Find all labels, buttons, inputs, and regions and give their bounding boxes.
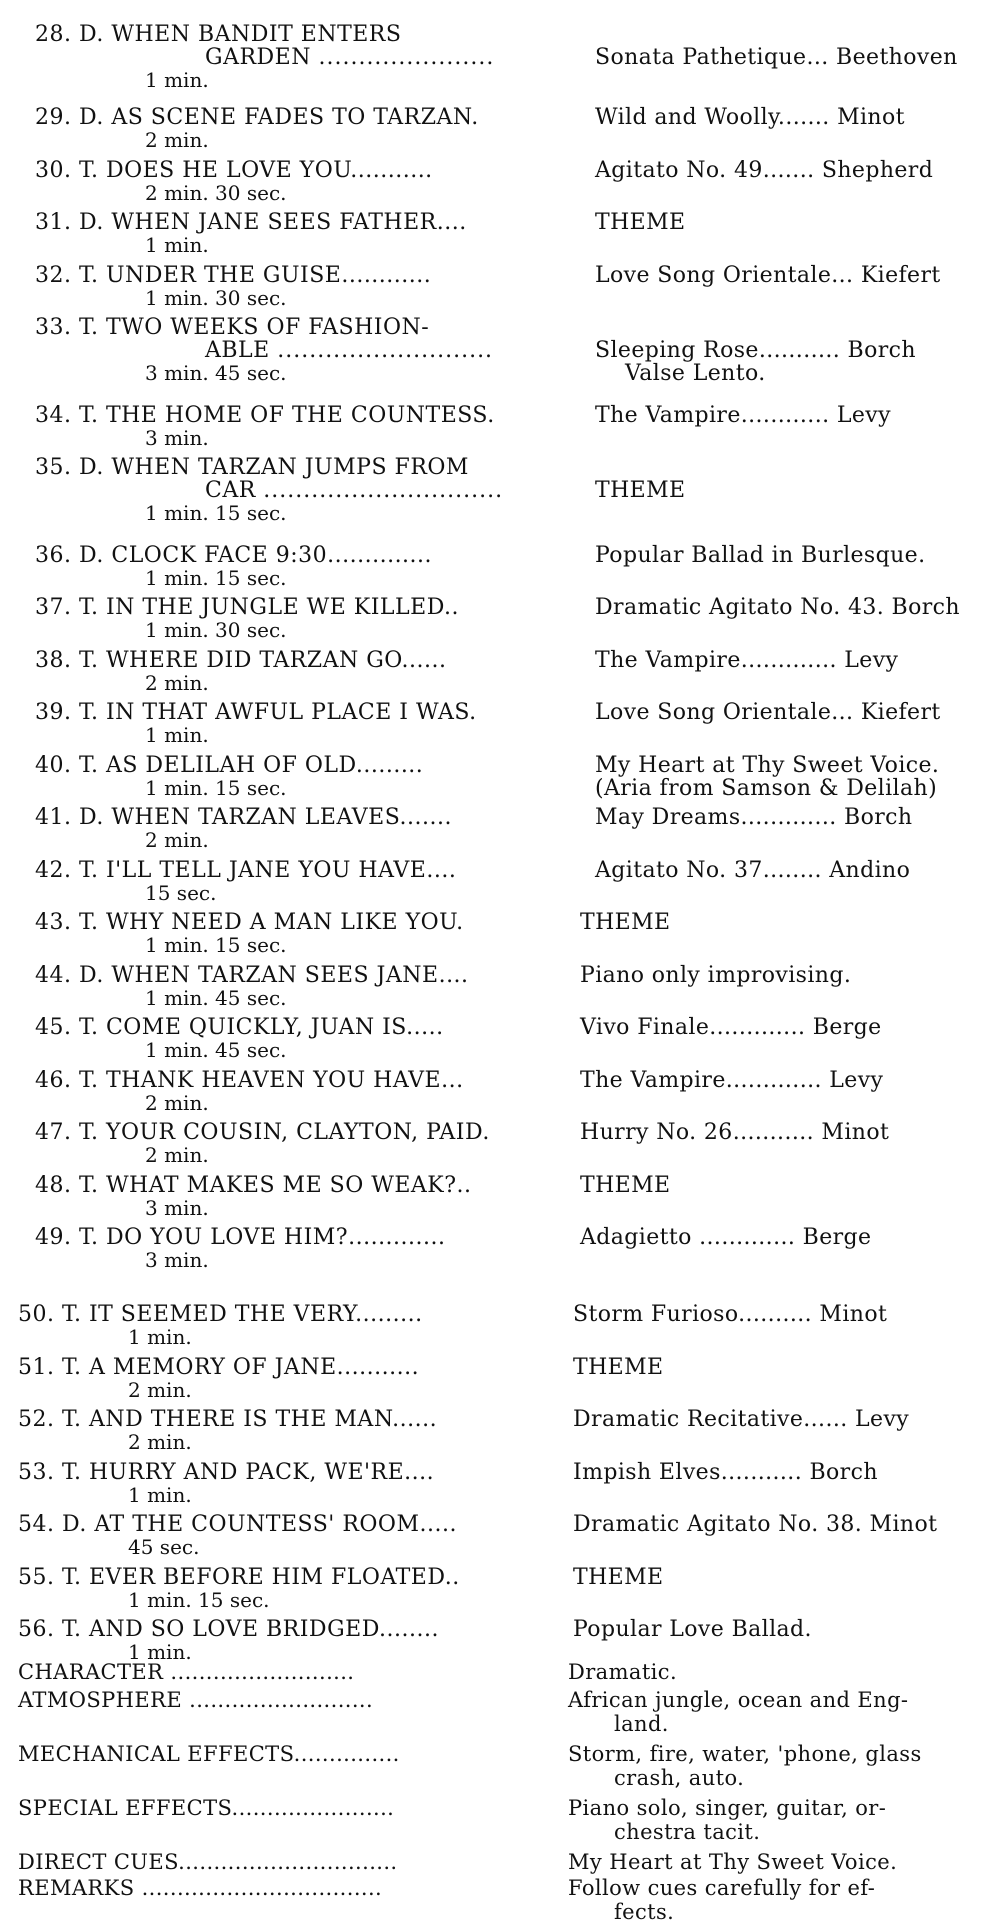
cue-type: T. (79, 263, 99, 288)
cue-row (0, 753, 1008, 813)
cue-number: 38. (35, 648, 72, 673)
cue-title-text: WHEN BANDIT ENTERS (111, 22, 402, 47)
cue-music: THEME (580, 910, 671, 935)
summary-key: DIRECT CUES............................... (18, 1850, 398, 1874)
cue-type: T. (79, 858, 99, 883)
cue-row (0, 543, 1008, 603)
cue-music: Agitato No. 37........ Andino (595, 858, 911, 883)
cue-duration: 3 min. (145, 1196, 209, 1220)
cue-number: 30. (35, 158, 72, 183)
cue-row (0, 1512, 1008, 1572)
cue-duration: 2 min. (145, 1143, 209, 1167)
cue-number: 41. (35, 805, 72, 830)
cue-music: Dramatic Agitato No. 38. Minot (573, 1512, 938, 1537)
cue-number: 28. (35, 22, 72, 47)
cue-title-line2: CAR (205, 478, 256, 503)
cue-row (0, 403, 1008, 463)
cue-title (35, 805, 452, 830)
summary-key: REMARKS .................................. (18, 1876, 383, 1900)
cue-number: 47. (35, 1120, 72, 1145)
cue-number: 29. (35, 105, 72, 130)
cue-title (35, 263, 431, 288)
cue-type: T. (62, 1565, 82, 1590)
cue-title-text: WHEN TARZAN SEES JANE.... (111, 963, 469, 988)
cue-title-text: EVER BEFORE HIM FLOATED.. (88, 1565, 460, 1590)
cue-title (35, 105, 479, 130)
cue-music: Sleeping Rose........... Borch (595, 338, 916, 363)
summary-value: Piano solo, singer, guitar, or- (568, 1796, 887, 1820)
cue-title-text: WHERE DID TARZAN GO...... (105, 648, 447, 673)
cue-title-text: COME QUICKLY, JUAN IS..... (105, 1015, 444, 1040)
cue-type: T. (62, 1302, 82, 1327)
cue-leader-dots: ........................... (277, 338, 494, 363)
cue-duration: 2 min. (145, 128, 209, 152)
cue-row (0, 648, 1008, 708)
summary-value: Storm, fire, water, 'phone, glass (568, 1742, 922, 1766)
cue-row (0, 1460, 1008, 1520)
cue-duration: 1 min. (128, 1325, 192, 1349)
cue-title-text: IT SEEMED THE VERY......... (88, 1302, 423, 1327)
cue-title (18, 1512, 457, 1537)
cue-title (18, 1355, 419, 1380)
cue-title-text: WHAT MAKES ME SO WEAK?.. (105, 1173, 472, 1198)
cue-duration: 1 min. 15 sec. (128, 1588, 270, 1612)
cue-duration: 1 min. (128, 1483, 192, 1507)
cue-duration: 1 min. 45 sec. (145, 986, 287, 1010)
cue-music: Sonata Pathetique... Beethoven (595, 45, 958, 70)
cue-number: 55. (18, 1565, 55, 1590)
cue-music: Impish Elves........... Borch (573, 1460, 878, 1485)
cue-title (35, 910, 464, 935)
cue-type: D. (79, 210, 104, 235)
cue-number: 32. (35, 263, 72, 288)
cue-type: T. (79, 403, 99, 428)
summary-value-continuation: crash, auto. (614, 1766, 745, 1790)
cue-title-text: HURRY AND PACK, WE'RE.... (88, 1460, 435, 1485)
cue-title (35, 210, 467, 235)
cue-title-line2: GARDEN (205, 45, 311, 70)
cue-row (0, 1015, 1008, 1075)
cue-title (18, 1302, 423, 1327)
cue-row (0, 315, 1008, 386)
cue-row (0, 858, 1008, 918)
cue-duration: 2 min. (145, 1091, 209, 1115)
cue-title (35, 1173, 472, 1198)
cue-music: Storm Furioso.......... Minot (573, 1302, 888, 1327)
cue-title (35, 158, 433, 183)
cue-title-text: IN THAT AWFUL PLACE I WAS. (105, 700, 477, 725)
cue-music-note: Valse Lento. (625, 361, 766, 386)
cue-row (0, 1173, 1008, 1233)
cue-duration: 1 min. (145, 233, 209, 257)
cue-type: T. (79, 1068, 99, 1093)
cue-title (35, 455, 469, 480)
cue-title (35, 595, 459, 620)
cue-title-text: DO YOU LOVE HIM?............. (105, 1225, 446, 1250)
cue-title-text: I'LL TELL JANE YOU HAVE.... (105, 858, 457, 883)
cue-duration: 3 min. 45 sec. (145, 361, 287, 385)
cue-row (0, 805, 1008, 865)
cue-music: THEME (595, 210, 686, 235)
cue-title-text: THE HOME OF THE COUNTESS. (105, 403, 495, 428)
cue-duration: 3 min. (145, 426, 209, 450)
cue-title-line2: ABLE (205, 338, 270, 363)
cue-music: Love Song Orientale... Kiefert (595, 700, 941, 725)
cue-row (0, 1565, 1008, 1625)
cue-type: T. (79, 315, 99, 340)
cue-number: 53. (18, 1460, 55, 1485)
cue-music: The Vampire............. Levy (595, 648, 899, 673)
cue-row (0, 1355, 1008, 1415)
cue-row (0, 1302, 1008, 1362)
cue-title (35, 543, 432, 568)
cue-title (35, 1225, 446, 1250)
cue-music-note: (Aria from Samson & Delilah) (595, 776, 938, 801)
cue-title (35, 1120, 490, 1145)
cue-title (35, 648, 447, 673)
cue-music: Hurry No. 26........... Minot (580, 1120, 890, 1145)
cue-title-continuation (205, 478, 503, 503)
summary-key: SPECIAL EFFECTS....................... (18, 1796, 395, 1820)
cue-row (0, 910, 1008, 970)
cue-type: T. (79, 1225, 99, 1250)
cue-duration: 1 min. (145, 723, 209, 747)
cue-number: 35. (35, 455, 72, 480)
cue-music: Popular Love Ballad. (573, 1617, 812, 1642)
cue-title-text: CLOCK FACE 9:30.............. (111, 543, 433, 568)
summary-value-continuation: land. (614, 1712, 669, 1736)
cue-title-continuation (205, 45, 494, 70)
cue-number: 40. (35, 753, 72, 778)
cue-number: 49. (35, 1225, 72, 1250)
cue-title (18, 1460, 434, 1485)
cue-duration: 2 min. (145, 828, 209, 852)
cue-title-text: AND THERE IS THE MAN...... (88, 1407, 438, 1432)
cue-duration: 1 min. 30 sec. (145, 286, 287, 310)
cue-title (35, 403, 495, 428)
cue-title (35, 753, 423, 778)
cue-duration: 45 sec. (128, 1535, 200, 1559)
cue-number: 43. (35, 910, 72, 935)
cue-duration: 2 min. (145, 671, 209, 695)
cue-music: THEME (595, 478, 686, 503)
cue-title-text: DOES HE LOVE YOU........... (105, 158, 433, 183)
summary-value-continuation: chestra tacit. (614, 1820, 761, 1844)
cue-row (0, 1407, 1008, 1467)
cue-title-text: WHEN TARZAN LEAVES....... (111, 805, 452, 830)
cue-type: T. (79, 1015, 99, 1040)
cue-type: D. (62, 1512, 87, 1537)
cue-type: D. (79, 22, 104, 47)
summary-key: MECHANICAL EFFECTS............... (18, 1742, 400, 1766)
cue-title (35, 1015, 444, 1040)
cue-title-text: AT THE COUNTESS' ROOM..... (94, 1512, 457, 1537)
cue-music: Piano only improvising. (580, 963, 852, 988)
cue-row (0, 1225, 1008, 1285)
cue-row (0, 210, 1008, 270)
cue-title-text: UNDER THE GUISE............ (105, 263, 432, 288)
cue-music: THEME (573, 1355, 664, 1380)
cue-row (0, 1120, 1008, 1180)
cue-duration: 2 min. 30 sec. (145, 181, 287, 205)
cue-title (35, 700, 477, 725)
cue-number: 51. (18, 1355, 55, 1380)
cue-type: D. (79, 805, 104, 830)
cue-music: Love Song Orientale... Kiefert (595, 263, 941, 288)
cue-row (0, 963, 1008, 1023)
cue-music: Dramatic Agitato No. 43. Borch (595, 595, 960, 620)
summary-value: Dramatic. (568, 1660, 678, 1684)
cue-title-continuation (205, 338, 493, 363)
cue-title-text: WHY NEED A MAN LIKE YOU. (105, 910, 464, 935)
cue-number: 44. (35, 963, 72, 988)
cue-number: 31. (35, 210, 72, 235)
cue-title-text: WHEN JANE SEES FATHER.... (111, 210, 467, 235)
cue-row (0, 105, 1008, 165)
cue-title-text: YOUR COUSIN, CLAYTON, PAID. (105, 1120, 490, 1145)
cue-title (35, 858, 456, 883)
cue-duration: 1 min. 15 sec. (145, 776, 287, 800)
cue-type: D. (79, 455, 104, 480)
cue-title-text: WHEN TARZAN JUMPS FROM (111, 455, 469, 480)
cue-type: D. (79, 963, 104, 988)
cue-number: 46. (35, 1068, 72, 1093)
cue-music: THEME (580, 1173, 671, 1198)
cue-music: Popular Ballad in Burlesque. (595, 543, 926, 568)
cue-duration: 1 min. 15 sec. (145, 566, 287, 590)
summary-key: ATMOSPHERE .......................... (18, 1688, 374, 1712)
cue-row (0, 700, 1008, 760)
cue-title-text: AS SCENE FADES TO TARZAN. (111, 105, 479, 130)
cue-duration: 2 min. (128, 1378, 192, 1402)
cue-row (0, 22, 1008, 92)
cue-title-text: AND SO LOVE BRIDGED........ (88, 1617, 440, 1642)
cue-music: The Vampire............ Levy (595, 403, 891, 428)
cue-duration: 3 min. (145, 1248, 209, 1272)
summary-value-continuation: fects. (614, 1900, 675, 1924)
cue-duration: 2 min. (128, 1430, 192, 1454)
cue-number: 36. (35, 543, 72, 568)
cue-duration: 1 min. (128, 1640, 192, 1664)
cue-number: 39. (35, 700, 72, 725)
cue-duration: 1 min. 15 sec. (145, 933, 287, 957)
cue-duration: 15 sec. (145, 881, 217, 905)
cue-title-text: THANK HEAVEN YOU HAVE... (105, 1068, 464, 1093)
cue-music: Vivo Finale............. Berge (580, 1015, 882, 1040)
cue-row (0, 455, 1008, 525)
cue-leader-dots: ...................... (318, 45, 495, 70)
cue-title (35, 1068, 464, 1093)
cue-number: 34. (35, 403, 72, 428)
cue-number: 33. (35, 315, 72, 340)
cue-title (18, 1617, 439, 1642)
cue-duration: 1 min. 45 sec. (145, 1038, 287, 1062)
cue-row (0, 595, 1008, 655)
cue-duration: 1 min. 30 sec. (145, 618, 287, 642)
cue-title-text: TWO WEEKS OF FASHION- (105, 315, 430, 340)
cue-duration: 1 min. 15 sec. (145, 501, 287, 525)
cue-music: The Vampire............. Levy (580, 1068, 884, 1093)
cue-music: My Heart at Thy Sweet Voice. (595, 753, 940, 778)
cue-type: T. (62, 1460, 82, 1485)
cue-title (35, 963, 469, 988)
summary-value: African jungle, ocean and Eng- (568, 1688, 909, 1712)
cue-number: 54. (18, 1512, 55, 1537)
cue-row (0, 1068, 1008, 1128)
cue-music: Wild and Woolly....... Minot (595, 105, 905, 130)
cue-type: D. (79, 105, 104, 130)
cue-type: T. (79, 1120, 99, 1145)
cue-row (0, 263, 1008, 323)
cue-number: 45. (35, 1015, 72, 1040)
cue-type: D. (79, 543, 104, 568)
cue-title (35, 22, 401, 47)
cue-type: T. (62, 1617, 82, 1642)
cue-type: T. (62, 1407, 82, 1432)
cue-title (18, 1407, 437, 1432)
cue-title-text: AS DELILAH OF OLD......... (105, 753, 424, 778)
cue-music: THEME (573, 1565, 664, 1590)
cue-type: T. (79, 910, 99, 935)
summary-key: CHARACTER .......................... (18, 1660, 355, 1684)
cue-music: Dramatic Recitative...... Levy (573, 1407, 910, 1432)
cue-type: T. (79, 1173, 99, 1198)
cue-row (0, 158, 1008, 218)
cue-number: 48. (35, 1173, 72, 1198)
cue-title-text: A MEMORY OF JANE........... (88, 1355, 420, 1380)
cue-type: T. (62, 1355, 82, 1380)
cue-number: 50. (18, 1302, 55, 1327)
cue-number: 37. (35, 595, 72, 620)
cue-number: 56. (18, 1617, 55, 1642)
cue-music: May Dreams............. Borch (595, 805, 913, 830)
cue-title-text: IN THE JUNGLE WE KILLED.. (105, 595, 460, 620)
summary-value: Follow cues carefully for ef- (568, 1876, 876, 1900)
cue-duration: 1 min. (145, 68, 209, 92)
summary-value: My Heart at Thy Sweet Voice. (568, 1850, 898, 1874)
cue-title (18, 1565, 460, 1590)
cue-number: 42. (35, 858, 72, 883)
cue-leader-dots: .............................. (263, 478, 504, 503)
cue-music: Adagietto ............. Berge (580, 1225, 872, 1250)
cue-type: T. (79, 158, 99, 183)
cue-title (35, 315, 429, 340)
cue-number: 52. (18, 1407, 55, 1432)
cue-type: T. (79, 700, 99, 725)
cue-type: T. (79, 595, 99, 620)
cue-type: T. (79, 648, 99, 673)
cue-type: T. (79, 753, 99, 778)
cue-music: Agitato No. 49....... Shepherd (595, 158, 934, 183)
